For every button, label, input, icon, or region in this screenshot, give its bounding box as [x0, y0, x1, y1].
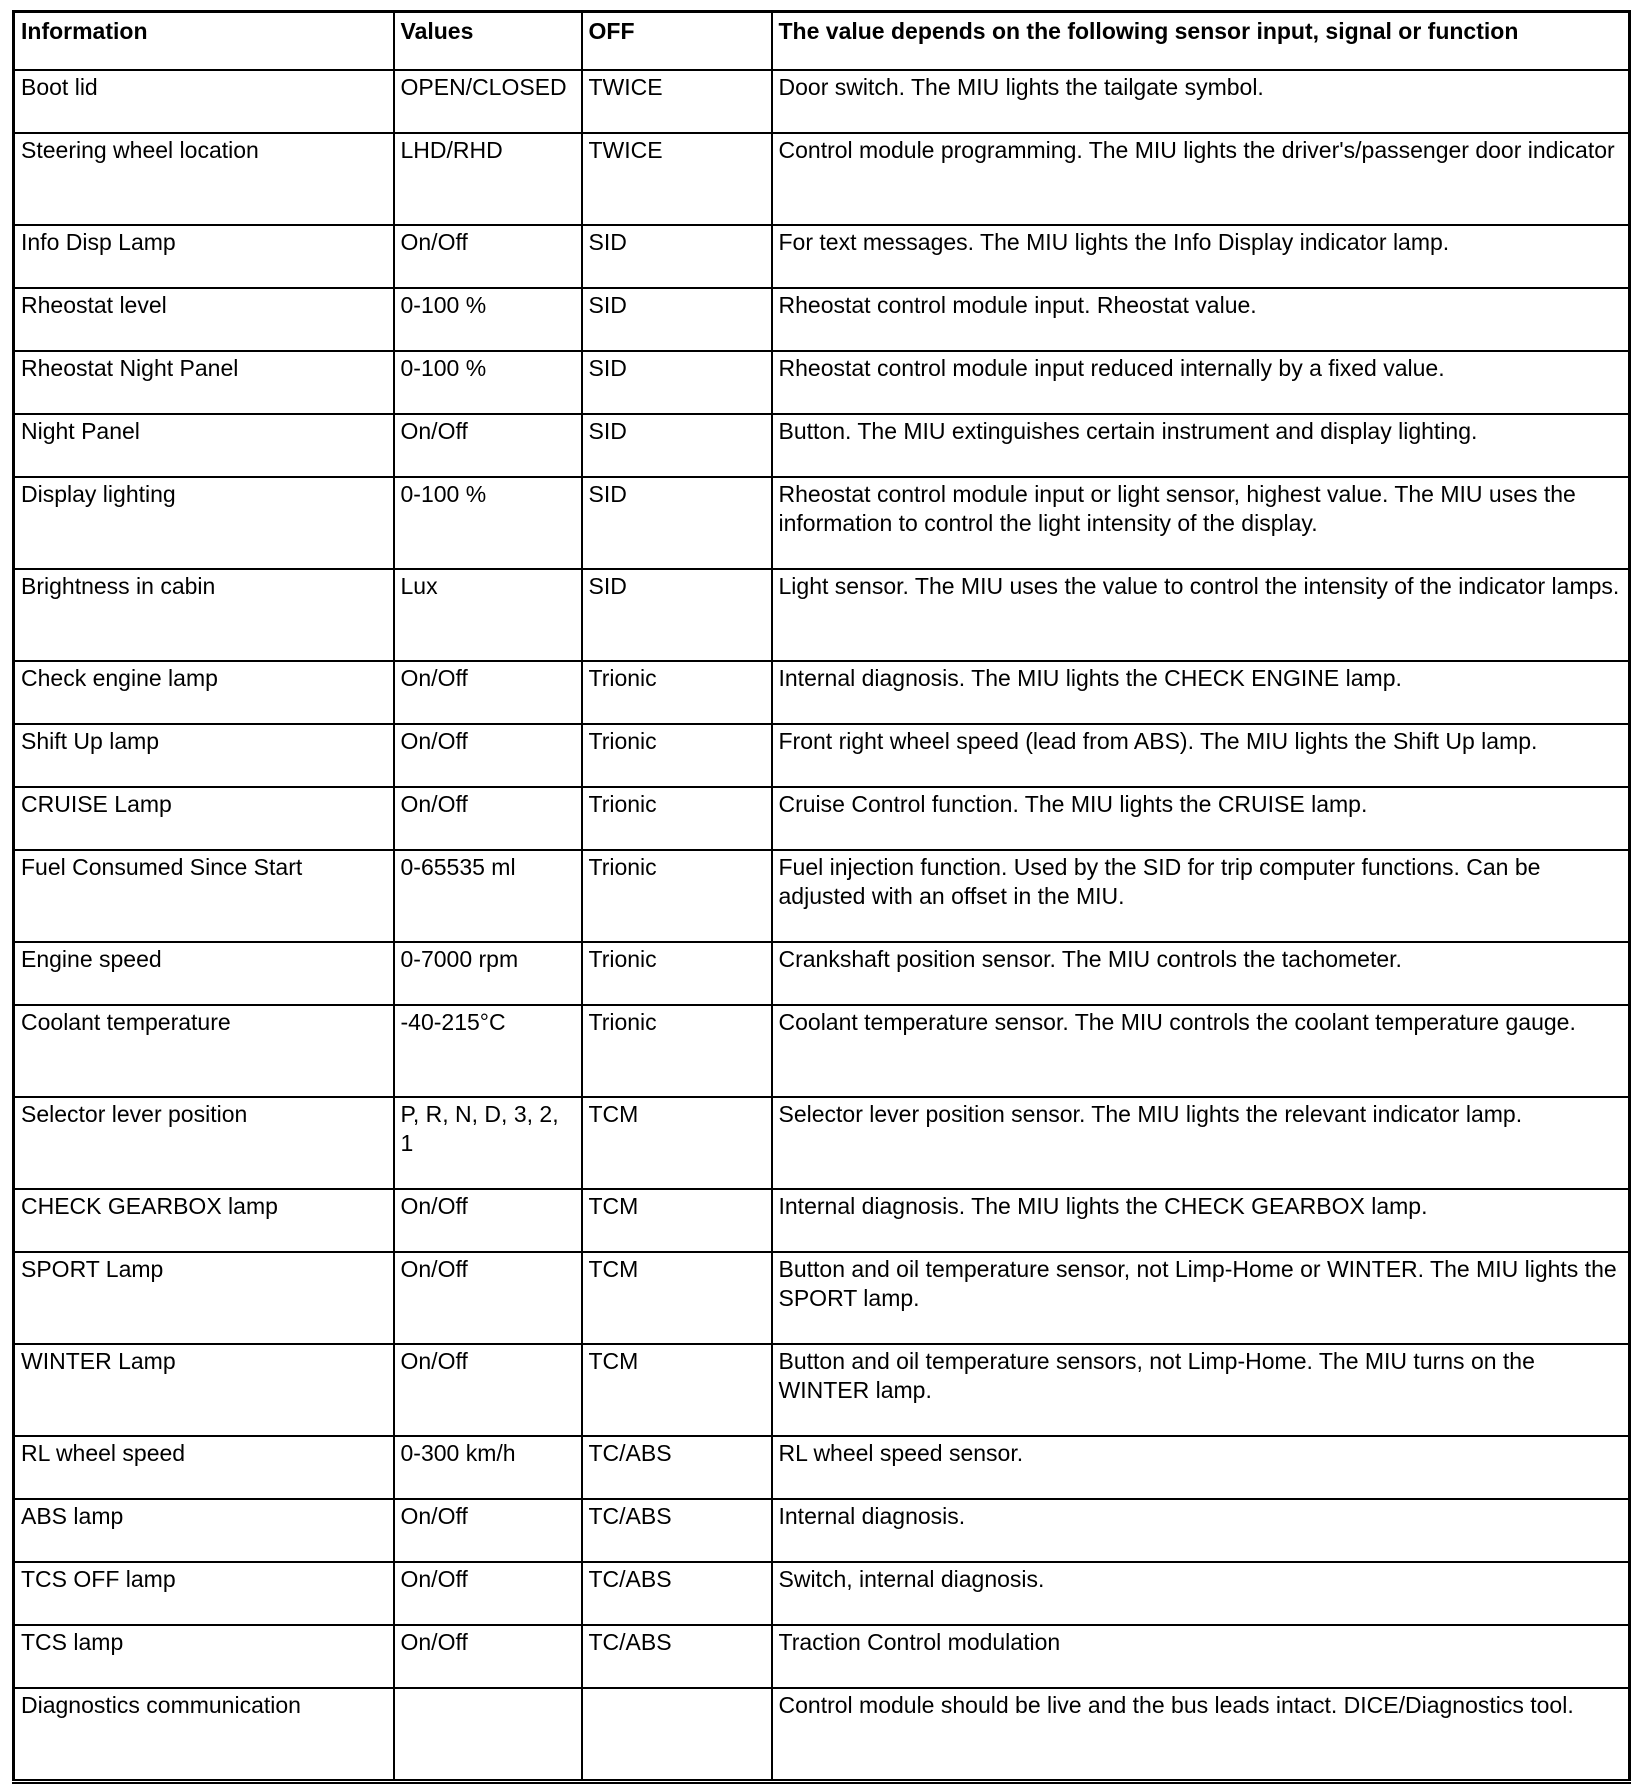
cell-depends-on: Button and oil temperature sensors, not Limp-Home. The MIU turns on the WINTER lamp. — [772, 1344, 1630, 1436]
cell-values: On/Off — [394, 787, 582, 850]
cell-values: On/Off — [394, 1344, 582, 1436]
cell-depends-on: Rheostat control module input or light sensor, highest value. The MIU uses the information to control the light intensity of the display. — [772, 477, 1630, 569]
cell-off: TCM — [582, 1097, 772, 1189]
table-row — [14, 569, 1630, 661]
table-row — [14, 787, 1630, 850]
table-row — [14, 225, 1630, 288]
cell-values: On/Off — [394, 724, 582, 787]
cell-information: SPORT Lamp — [14, 1252, 394, 1344]
cell-off: TC/ABS — [582, 1499, 772, 1562]
cell-values: On/Off — [394, 1625, 582, 1688]
table-header-row — [14, 12, 1630, 71]
table-row — [14, 1252, 1630, 1344]
cell-values: On/Off — [394, 1499, 582, 1562]
cell-off: SID — [582, 414, 772, 477]
cell-depends-on: Cruise Control function. The MIU lights the CRUISE lamp. — [772, 787, 1630, 850]
cell-values: On/Off — [394, 1189, 582, 1252]
cell-depends-on: Fuel injection function. Used by the SID for trip computer functions. Can be adjusted with an offset in the MIU. — [772, 850, 1630, 942]
cell-off: TCM — [582, 1252, 772, 1344]
cell-information: Steering wheel location — [14, 133, 394, 225]
cell-off: Trionic — [582, 661, 772, 724]
cell-values: 0-100 % — [394, 477, 582, 569]
cell-depends-on: Internal diagnosis. — [772, 1499, 1630, 1562]
cell-values: On/Off — [394, 661, 582, 724]
cell-information: Brightness in cabin — [14, 569, 394, 661]
cell-off: Trionic — [582, 1005, 772, 1097]
cell-depends-on: Switch, internal diagnosis. — [772, 1562, 1630, 1625]
cell-information: CRUISE Lamp — [14, 787, 394, 850]
table-row — [14, 724, 1630, 787]
cell-information: TCS OFF lamp — [14, 1562, 394, 1625]
cell-values: Lux — [394, 569, 582, 661]
table-row — [14, 850, 1630, 942]
cell-off: Trionic — [582, 850, 772, 942]
cell-values: P, R, N, D, 3, 2, 1 — [394, 1097, 582, 1189]
cell-information: Rheostat Night Panel — [14, 351, 394, 414]
cell-depends-on: RL wheel speed sensor. — [772, 1436, 1630, 1499]
table-row — [14, 1436, 1630, 1499]
cell-values: 0-65535 ml — [394, 850, 582, 942]
cell-off: SID — [582, 477, 772, 569]
header-values: Values — [394, 12, 582, 71]
cell-depends-on: Internal diagnosis. The MIU lights the CHECK GEARBOX lamp. — [772, 1189, 1630, 1252]
cell-information: RL wheel speed — [14, 1436, 394, 1499]
cell-values: On/Off — [394, 1252, 582, 1344]
table-row — [14, 288, 1630, 351]
cell-depends-on: Selector lever position sensor. The MIU lights the relevant indicator lamp. — [772, 1097, 1630, 1189]
cell-depends-on: Front right wheel speed (lead from ABS). The MIU lights the Shift Up lamp. — [772, 724, 1630, 787]
table-row — [14, 1005, 1630, 1097]
cell-off: TC/ABS — [582, 1436, 772, 1499]
cell-values: On/Off — [394, 414, 582, 477]
cell-information: Boot lid — [14, 70, 394, 133]
cell-values: 0-7000 rpm — [394, 942, 582, 1005]
cell-depends-on: Light sensor. The MIU uses the value to control the intensity of the indicator lamps. — [772, 569, 1630, 661]
table-row — [14, 1688, 1630, 1782]
cell-depends-on: For text messages. The MIU lights the Info Display indicator lamp. — [772, 225, 1630, 288]
cell-information: Diagnostics communication — [14, 1688, 394, 1782]
cell-off: TC/ABS — [582, 1562, 772, 1625]
cell-depends-on: Coolant temperature sensor. The MIU controls the coolant temperature gauge. — [772, 1005, 1630, 1097]
table-row — [14, 1562, 1630, 1625]
table-row — [14, 1097, 1630, 1189]
cell-values: 0-300 km/h — [394, 1436, 582, 1499]
cell-information: Display lighting — [14, 477, 394, 569]
cell-depends-on: Rheostat control module input. Rheostat value. — [772, 288, 1630, 351]
table-row — [14, 1499, 1630, 1562]
table-row — [14, 133, 1630, 225]
cell-depends-on: Door switch. The MIU lights the tailgate symbol. — [772, 70, 1630, 133]
table-row — [14, 1189, 1630, 1252]
cell-values: OPEN/CLOSED — [394, 70, 582, 133]
cell-information: Coolant temperature — [14, 1005, 394, 1097]
cell-information: Rheostat level — [14, 288, 394, 351]
cell-values: On/Off — [394, 1562, 582, 1625]
cell-values: LHD/RHD — [394, 133, 582, 225]
cell-information: TCS lamp — [14, 1625, 394, 1688]
cell-off: SID — [582, 351, 772, 414]
cell-off: TC/ABS — [582, 1625, 772, 1688]
cell-off: SID — [582, 225, 772, 288]
table-row — [14, 351, 1630, 414]
cell-values — [394, 1688, 582, 1782]
cell-information: ABS lamp — [14, 1499, 394, 1562]
cell-depends-on: Control module should be live and the bus leads intact. DICE/Diagnostics tool. — [772, 1688, 1630, 1782]
cell-off: Trionic — [582, 942, 772, 1005]
document-page — [12, 10, 1628, 1784]
cell-depends-on: Control module programming. The MIU lights the driver's/passenger door indicator — [772, 133, 1630, 225]
cell-depends-on: Internal diagnosis. The MIU lights the CHECK ENGINE lamp. — [772, 661, 1630, 724]
cell-depends-on: Button. The MIU extinguishes certain instrument and display lighting. — [772, 414, 1630, 477]
cell-values: 0-100 % — [394, 351, 582, 414]
header-off: OFF — [582, 12, 772, 71]
cell-values: -40-215°C — [394, 1005, 582, 1097]
cell-off: SID — [582, 288, 772, 351]
cell-off: TCM — [582, 1344, 772, 1436]
cell-off: TWICE — [582, 70, 772, 133]
cell-information: Selector lever position — [14, 1097, 394, 1189]
cell-off: Trionic — [582, 724, 772, 787]
table-row — [14, 661, 1630, 724]
cell-depends-on: Button and oil temperature sensor, not Limp-Home or WINTER. The MIU lights the SPORT lamp. — [772, 1252, 1630, 1344]
cell-depends-on: Rheostat control module input reduced internally by a fixed value. — [772, 351, 1630, 414]
cell-values: 0-100 % — [394, 288, 582, 351]
cell-information: Shift Up lamp — [14, 724, 394, 787]
cell-information: Info Disp Lamp — [14, 225, 394, 288]
signal-information-table — [12, 10, 1631, 1784]
cell-information: Night Panel — [14, 414, 394, 477]
cell-information: Check engine lamp — [14, 661, 394, 724]
cell-depends-on: Traction Control modulation — [772, 1625, 1630, 1688]
cell-information: Fuel Consumed Since Start — [14, 850, 394, 942]
table-row — [14, 414, 1630, 477]
cell-off: Trionic — [582, 787, 772, 850]
header-depends-on: The value depends on the following sensor input, signal or function — [772, 12, 1630, 71]
cell-information: CHECK GEARBOX lamp — [14, 1189, 394, 1252]
table-row — [14, 1625, 1630, 1688]
table-row — [14, 942, 1630, 1005]
cell-off: SID — [582, 569, 772, 661]
cell-information: Engine speed — [14, 942, 394, 1005]
cell-off: TCM — [582, 1189, 772, 1252]
table-row — [14, 70, 1630, 133]
cell-off: TWICE — [582, 133, 772, 225]
table-row — [14, 1344, 1630, 1436]
cell-off — [582, 1688, 772, 1782]
cell-information: WINTER Lamp — [14, 1344, 394, 1436]
header-information: Information — [14, 12, 394, 71]
table-row — [14, 477, 1630, 569]
cell-depends-on: Crankshaft position sensor. The MIU controls the tachometer. — [772, 942, 1630, 1005]
cell-values: On/Off — [394, 225, 582, 288]
